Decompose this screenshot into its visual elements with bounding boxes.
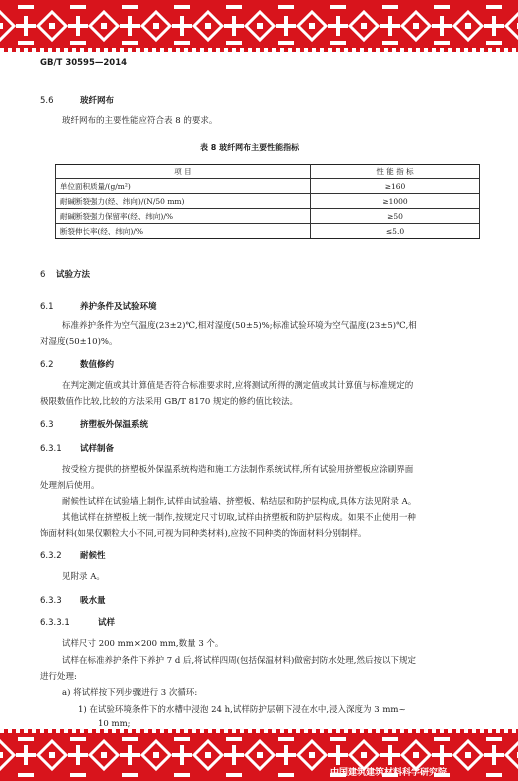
table-cell: ≥1000 bbox=[311, 194, 480, 209]
table-cell: ≥160 bbox=[311, 179, 480, 194]
pattern-tooth bbox=[192, 729, 196, 733]
pattern-tooth bbox=[288, 729, 292, 733]
pattern-tooth bbox=[168, 729, 172, 733]
pattern-tooth bbox=[384, 48, 388, 52]
pattern-bar bbox=[382, 5, 398, 9]
paragraph-line: 极限数值作比较,比较的方法采用 GB/T 8170 规定的修约值比较法。 bbox=[40, 397, 299, 407]
pattern-bar bbox=[330, 41, 346, 45]
pattern-bar bbox=[16, 753, 36, 757]
pattern-bar bbox=[122, 737, 138, 741]
pattern-tooth bbox=[240, 729, 244, 733]
paragraph-line: 进行处理: bbox=[40, 672, 77, 682]
pattern-tooth bbox=[40, 48, 44, 52]
pattern-tooth bbox=[504, 729, 508, 733]
pattern-tooth bbox=[0, 48, 4, 52]
pattern-tooth bbox=[248, 729, 252, 733]
section-title: 试验方法 bbox=[56, 270, 91, 280]
section-number: 6.3.2 bbox=[40, 551, 62, 561]
pattern-tooth bbox=[264, 48, 268, 52]
pattern-tooth bbox=[456, 729, 460, 733]
table-row bbox=[56, 179, 480, 194]
pattern-tooth bbox=[200, 48, 204, 52]
pattern-tooth bbox=[352, 729, 356, 733]
pattern-tooth bbox=[256, 729, 260, 733]
pattern-tooth bbox=[72, 729, 76, 733]
paragraph-line: 按受检方提供的挤塑板外保温系统构造和施工方法制作系统试样,所有试验用挤塑板应涂刷界面 bbox=[62, 465, 414, 475]
pattern-tooth bbox=[408, 48, 412, 52]
pattern-tooth bbox=[312, 48, 316, 52]
list-item: 1) 在试验环境条件下的水槽中浸泡 24 h,试样防护层朝下浸在水中,浸入深度为 3 mm~ bbox=[78, 705, 406, 715]
paragraph-line: 试样在标准养护条件下养护 7 d 后,将试样四周(包括保温材料)做密封防水处理,然后按以下规定 bbox=[62, 656, 416, 666]
pattern-tooth bbox=[512, 48, 516, 52]
pattern-tooth bbox=[8, 48, 12, 52]
paragraph-line: 试样尺寸 200 mm×200 mm,数量 3 个。 bbox=[62, 639, 224, 649]
pattern-tooth bbox=[488, 729, 492, 733]
pattern-center bbox=[205, 752, 211, 758]
pattern-bar bbox=[278, 737, 294, 741]
pattern-bar bbox=[434, 737, 450, 741]
pattern-tooth bbox=[72, 48, 76, 52]
pattern-tooth bbox=[368, 48, 372, 52]
paragraph-line: 见附录 A。 bbox=[62, 572, 105, 582]
pattern-tooth bbox=[304, 729, 308, 733]
pattern-tooth bbox=[360, 729, 364, 733]
pattern-bar bbox=[122, 41, 138, 45]
pattern-bar bbox=[486, 773, 502, 777]
pattern-tooth bbox=[112, 48, 116, 52]
pattern-bar bbox=[330, 5, 346, 9]
section-number: 6.3.3 bbox=[40, 596, 62, 606]
pattern-tooth bbox=[336, 48, 340, 52]
pattern-tooth bbox=[0, 729, 4, 733]
pattern-bar bbox=[18, 41, 34, 45]
pattern-center bbox=[49, 752, 55, 758]
pattern-tooth bbox=[248, 48, 252, 52]
pattern-bar bbox=[68, 24, 88, 28]
pattern-tooth bbox=[504, 48, 508, 52]
pattern-tooth bbox=[472, 729, 476, 733]
pattern-bar bbox=[122, 5, 138, 9]
pattern-bar bbox=[16, 24, 36, 28]
pattern-tooth bbox=[488, 48, 492, 52]
pattern-tooth bbox=[152, 729, 156, 733]
section-6-heading bbox=[40, 270, 90, 281]
section-6-3-3-heading bbox=[40, 596, 106, 607]
pattern-tooth bbox=[24, 48, 28, 52]
section-number: 5.6 bbox=[40, 96, 54, 106]
pattern-bar bbox=[486, 737, 502, 741]
pattern-tooth bbox=[440, 48, 444, 52]
paragraph-line: 对湿度(50±10)%。 bbox=[40, 337, 118, 347]
pattern-bar bbox=[174, 5, 190, 9]
paragraph-line: 耐候性试样在试验墙上制作,试样由试验墙、挤塑板、粘结层和防护层构成,具体方法见附录 A。 bbox=[62, 497, 417, 507]
pattern-tooth bbox=[440, 729, 444, 733]
watermark-text: 中国建筑建筑材料科学研究院 bbox=[330, 768, 448, 778]
section-title: 玻纤网布 bbox=[80, 96, 115, 106]
pattern-bar bbox=[70, 41, 86, 45]
pattern-tooth bbox=[456, 48, 460, 52]
pattern-tooth bbox=[80, 729, 84, 733]
pattern-bar bbox=[380, 24, 400, 28]
pattern-bar bbox=[434, 41, 450, 45]
section-6-3-3-1-heading bbox=[40, 618, 115, 629]
pattern-bar bbox=[18, 5, 34, 9]
list-item: 10 mm; bbox=[98, 719, 131, 729]
pattern-tooth bbox=[48, 48, 52, 52]
pattern-tooth bbox=[496, 48, 500, 52]
table-row bbox=[56, 209, 480, 224]
section-title: 吸水量 bbox=[80, 596, 106, 606]
pattern-tooth bbox=[336, 729, 340, 733]
pattern-tooth bbox=[480, 48, 484, 52]
pattern-tooth bbox=[328, 48, 332, 52]
section-6-1-heading bbox=[40, 302, 157, 313]
pattern-tooth bbox=[48, 729, 52, 733]
column-header: 性 能 指 标 bbox=[311, 165, 480, 179]
pattern-tooth bbox=[304, 48, 308, 52]
pattern-tooth bbox=[432, 729, 436, 733]
pattern-tooth bbox=[512, 729, 516, 733]
pattern-bar bbox=[174, 773, 190, 777]
section-6-3-1-heading bbox=[40, 444, 114, 455]
pattern-tooth bbox=[176, 729, 180, 733]
pattern-tooth bbox=[256, 48, 260, 52]
pattern-tooth bbox=[272, 729, 276, 733]
table-cell: ≥50 bbox=[311, 209, 480, 224]
pattern-tooth bbox=[232, 48, 236, 52]
paragraph-line: 处理剂后使用。 bbox=[40, 481, 100, 491]
pattern-bar bbox=[278, 41, 294, 45]
table-cell: 断裂伸长率(经、纬向)/% bbox=[56, 224, 311, 239]
pattern-tooth bbox=[216, 48, 220, 52]
pattern-bar bbox=[70, 737, 86, 741]
pattern-bar bbox=[18, 773, 34, 777]
pattern-tooth bbox=[376, 48, 380, 52]
pattern-center bbox=[309, 23, 315, 29]
pattern-bar bbox=[486, 5, 502, 9]
pattern-tooth bbox=[496, 729, 500, 733]
pattern-bar bbox=[120, 753, 140, 757]
table-cell: 耐碱断裂强力(经、纬向)/(N/50 mm) bbox=[56, 194, 311, 209]
pattern-bar bbox=[226, 737, 242, 741]
pattern-center bbox=[257, 752, 263, 758]
pattern-tooth bbox=[144, 729, 148, 733]
table-cell: 耐碱断裂强力保留率(经、纬向)/% bbox=[56, 209, 311, 224]
pattern-tooth bbox=[224, 48, 228, 52]
pattern-tooth bbox=[296, 48, 300, 52]
pattern-tooth bbox=[392, 48, 396, 52]
section-6-2-heading bbox=[40, 360, 114, 371]
pattern-tooth bbox=[96, 48, 100, 52]
paragraph-line: 饰面材料(如果仅颗粒大小不同,可视为同种类材料),应按不同种类的饰面材料分别制样。 bbox=[40, 529, 367, 539]
pattern-bar bbox=[484, 24, 504, 28]
pattern-tooth bbox=[384, 729, 388, 733]
pattern-bar bbox=[224, 753, 244, 757]
pattern-bar bbox=[484, 753, 504, 757]
pattern-tooth bbox=[344, 48, 348, 52]
pattern-tooth bbox=[32, 48, 36, 52]
pattern-tooth bbox=[280, 48, 284, 52]
pattern-tooth bbox=[200, 729, 204, 733]
pattern-tooth bbox=[416, 729, 420, 733]
paragraph: 玻纤网布的主要性能应符合表 8 的要求。 bbox=[62, 116, 218, 126]
pattern-tooth bbox=[424, 48, 428, 52]
pattern-tooth bbox=[272, 48, 276, 52]
pattern-tooth bbox=[88, 48, 92, 52]
pattern-tooth bbox=[480, 729, 484, 733]
pattern-tooth bbox=[88, 729, 92, 733]
pattern-center bbox=[465, 752, 471, 758]
pattern-bar bbox=[70, 773, 86, 777]
pattern-bar bbox=[224, 24, 244, 28]
pattern-center bbox=[413, 752, 419, 758]
pattern-bar bbox=[120, 24, 140, 28]
pattern-tooth bbox=[424, 729, 428, 733]
pattern-center bbox=[257, 23, 263, 29]
pattern-bar bbox=[382, 737, 398, 741]
pattern-tooth bbox=[40, 729, 44, 733]
pattern-bar bbox=[278, 773, 294, 777]
table-cell: ≤5.0 bbox=[311, 224, 480, 239]
pattern-bar bbox=[276, 24, 296, 28]
pattern-tooth bbox=[312, 729, 316, 733]
pattern-svg-top bbox=[0, 0, 518, 52]
table-header-row bbox=[56, 165, 480, 179]
pattern-tooth bbox=[464, 48, 468, 52]
pattern-tooth bbox=[432, 48, 436, 52]
pattern-bar bbox=[172, 24, 192, 28]
pattern-bar bbox=[380, 753, 400, 757]
pattern-tooth bbox=[160, 729, 164, 733]
section-title: 耐候性 bbox=[80, 551, 106, 561]
pattern-tooth bbox=[136, 729, 140, 733]
pattern-bar bbox=[382, 41, 398, 45]
section-6-3-2-heading bbox=[40, 551, 106, 562]
section-5-6-heading bbox=[40, 96, 114, 107]
spec-table bbox=[55, 164, 480, 239]
table-cell: 单位面积质量/(g/m²) bbox=[56, 179, 311, 194]
pattern-tooth bbox=[320, 729, 324, 733]
pattern-tooth bbox=[328, 729, 332, 733]
pattern-tooth bbox=[208, 729, 212, 733]
pattern-bar bbox=[122, 773, 138, 777]
pattern-tooth bbox=[176, 48, 180, 52]
section-6-3-heading bbox=[40, 420, 148, 431]
pattern-center bbox=[153, 752, 159, 758]
pattern-tooth bbox=[80, 48, 84, 52]
pattern-center bbox=[101, 752, 107, 758]
paragraph-line: 其他试样在挤塑板上统一制作,按规定尺寸切取,试样由挤塑板和防护层构成。如果不止使用一种 bbox=[62, 513, 416, 523]
pattern-bar bbox=[18, 737, 34, 741]
pattern-tooth bbox=[64, 729, 68, 733]
pattern-bar bbox=[432, 24, 452, 28]
standard-code: GB/T 30595—2014 bbox=[40, 58, 128, 68]
pattern-bar bbox=[226, 5, 242, 9]
pattern-bar bbox=[330, 737, 346, 741]
pattern-tooth bbox=[56, 729, 60, 733]
section-title: 试样 bbox=[98, 618, 116, 628]
pattern-tooth bbox=[448, 729, 452, 733]
pattern-tooth bbox=[16, 729, 20, 733]
pattern-center bbox=[0, 752, 3, 758]
pattern-tooth bbox=[136, 48, 140, 52]
list-item: a) 将试样按下列步骤进行 3 次循环: bbox=[62, 688, 198, 698]
pattern-bar bbox=[328, 24, 348, 28]
pattern-bar bbox=[278, 5, 294, 9]
column-header: 项 目 bbox=[56, 165, 311, 179]
section-title: 试样制备 bbox=[80, 444, 115, 454]
pattern-center bbox=[361, 752, 367, 758]
pattern-bar bbox=[68, 753, 88, 757]
pattern-tooth bbox=[8, 729, 12, 733]
section-number: 6.2 bbox=[40, 360, 54, 370]
section-number: 6.3.1 bbox=[40, 444, 62, 454]
pattern-tooth bbox=[360, 48, 364, 52]
pattern-bar bbox=[174, 41, 190, 45]
pattern-tooth bbox=[120, 48, 124, 52]
pattern-center bbox=[101, 23, 107, 29]
pattern-center bbox=[465, 23, 471, 29]
pattern-tooth bbox=[392, 729, 396, 733]
pattern-tooth bbox=[184, 729, 188, 733]
section-title: 养护条件及试验环境 bbox=[80, 302, 157, 312]
pattern-tooth bbox=[472, 48, 476, 52]
pattern-tooth bbox=[448, 48, 452, 52]
pattern-bar bbox=[174, 737, 190, 741]
table-caption: 表 8 玻纤网布主要性能指标 bbox=[200, 143, 300, 152]
section-number: 6 bbox=[40, 270, 46, 280]
pattern-tooth bbox=[24, 729, 28, 733]
pattern-tooth bbox=[184, 48, 188, 52]
pattern-tooth bbox=[152, 48, 156, 52]
pattern-tooth bbox=[408, 729, 412, 733]
pattern-tooth bbox=[32, 729, 36, 733]
pattern-bar bbox=[486, 41, 502, 45]
pattern-center bbox=[309, 752, 315, 758]
pattern-bar bbox=[226, 41, 242, 45]
section-number: 6.3 bbox=[40, 420, 54, 430]
pattern-tooth bbox=[160, 48, 164, 52]
pattern-center bbox=[0, 23, 3, 29]
pattern-center bbox=[361, 23, 367, 29]
section-title: 挤塑板外保温系统 bbox=[80, 420, 149, 430]
pattern-bar bbox=[432, 753, 452, 757]
pattern-tooth bbox=[400, 729, 404, 733]
pattern-tooth bbox=[168, 48, 172, 52]
pattern-tooth bbox=[416, 48, 420, 52]
pattern-tooth bbox=[128, 48, 132, 52]
pattern-tooth bbox=[352, 48, 356, 52]
pattern-bar bbox=[172, 753, 192, 757]
pattern-tooth bbox=[104, 48, 108, 52]
pattern-tooth bbox=[464, 729, 468, 733]
pattern-tooth bbox=[232, 729, 236, 733]
pattern-tooth bbox=[240, 48, 244, 52]
pattern-tooth bbox=[216, 729, 220, 733]
pattern-center bbox=[49, 23, 55, 29]
pattern-tooth bbox=[56, 48, 60, 52]
pattern-tooth bbox=[280, 729, 284, 733]
pattern-bar bbox=[276, 753, 296, 757]
pattern-center bbox=[153, 23, 159, 29]
pattern-center bbox=[205, 23, 211, 29]
pattern-tooth bbox=[64, 48, 68, 52]
pattern-bar bbox=[328, 753, 348, 757]
pattern-tooth bbox=[368, 729, 372, 733]
pattern-tooth bbox=[288, 48, 292, 52]
pattern-tooth bbox=[16, 48, 20, 52]
pattern-bar bbox=[434, 5, 450, 9]
pattern-bar bbox=[70, 5, 86, 9]
pattern-tooth bbox=[264, 729, 268, 733]
pattern-tooth bbox=[208, 48, 212, 52]
pattern-tooth bbox=[344, 729, 348, 733]
pattern-tooth bbox=[296, 729, 300, 733]
table-row bbox=[56, 194, 480, 209]
section-number: 6.1 bbox=[40, 302, 54, 312]
section-number: 6.3.3.1 bbox=[40, 618, 70, 628]
pattern-center bbox=[413, 23, 419, 29]
pattern-tooth bbox=[192, 48, 196, 52]
table-row bbox=[56, 224, 480, 239]
decorative-pattern-top bbox=[0, 0, 518, 52]
pattern-tooth bbox=[144, 48, 148, 52]
pattern-tooth bbox=[224, 729, 228, 733]
pattern-tooth bbox=[376, 729, 380, 733]
section-title: 数值修约 bbox=[80, 360, 115, 370]
paragraph-line: 标准养护条件为空气温度(23±2)℃,相对湿度(50±5)%;标准试验环境为空气温度(23±5)℃,相 bbox=[62, 321, 417, 331]
pattern-bar bbox=[226, 773, 242, 777]
pattern-tooth bbox=[320, 48, 324, 52]
paragraph-line: 在判定测定值或其计算值是否符合标准要求时,应将测试所得的测定值或其计算值与标准规定的 bbox=[62, 381, 414, 391]
pattern-tooth bbox=[400, 48, 404, 52]
